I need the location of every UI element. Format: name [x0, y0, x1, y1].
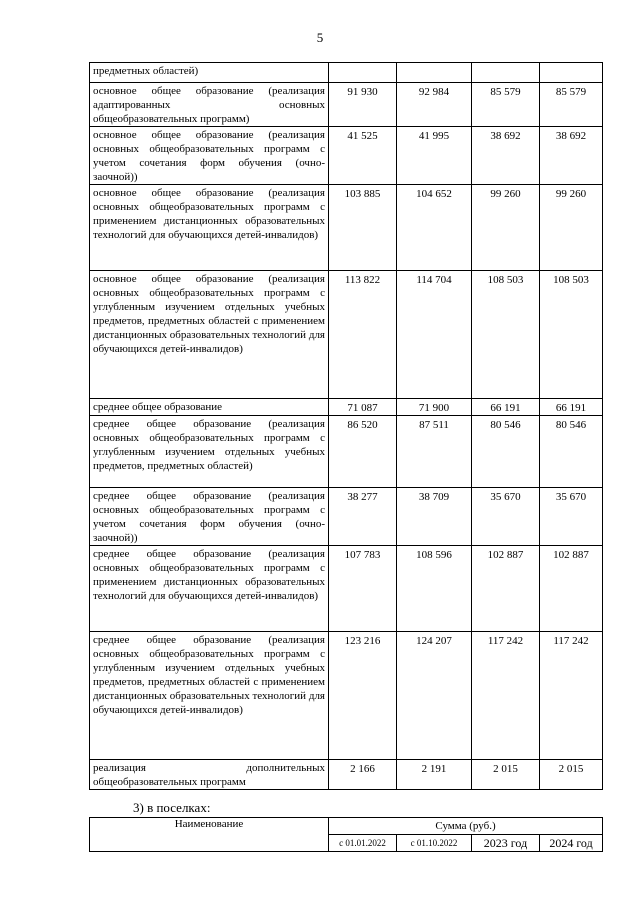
header-sum-cell: Сумма (руб.)	[329, 818, 603, 835]
row-name-cell: реализация дополнительных общеобразовательных программ	[90, 760, 329, 790]
row-value-cell: 103 885	[329, 185, 397, 271]
row-name-cell: основное общее образование (реализация основных общеобразовательных программ с учетом сочетания форм обучения (очно-заочной))	[90, 127, 329, 185]
row-value-cell: 99 260	[472, 185, 540, 271]
row-value-cell: 85 579	[540, 83, 603, 127]
row-value-cell: 38 277	[329, 488, 397, 546]
header-period-3: 2023 год	[472, 835, 540, 852]
row-name-cell: основное общее образование (реализация основных общеобразовательных программ с углубленным изучением отдельных учебных предметов, предметных областей с применением дистанционных образовательных технологий для обучающихся детей-инвалидов)	[90, 271, 329, 399]
row-value-cell: 35 670	[472, 488, 540, 546]
row-value-cell: 113 822	[329, 271, 397, 399]
row-value-cell: 41 995	[397, 127, 472, 185]
header-name-cell: Наименование	[90, 818, 329, 852]
row-name-cell: среднее общее образование	[90, 399, 329, 416]
row-value-cell: 117 242	[472, 632, 540, 760]
row-value-cell: 2 015	[540, 760, 603, 790]
header-period-2: с 01.10.2022	[397, 835, 472, 852]
row-value-cell: 117 242	[540, 632, 603, 760]
row-value-cell: 80 546	[540, 416, 603, 488]
page-number: 5	[316, 30, 324, 45]
row-value-cell: 123 216	[329, 632, 397, 760]
table-row	[90, 63, 603, 83]
row-value-cell: 108 596	[397, 546, 472, 632]
row-value-cell: 87 511	[397, 416, 472, 488]
row-value-cell: 108 503	[472, 271, 540, 399]
row-value-cell: 80 546	[472, 416, 540, 488]
header-period-1: с 01.01.2022	[329, 835, 397, 852]
table-row	[90, 83, 603, 127]
row-value-cell: 38 709	[397, 488, 472, 546]
table-row	[90, 632, 603, 760]
row-value-cell: 38 692	[540, 127, 603, 185]
row-value-cell	[397, 63, 472, 83]
row-value-cell: 102 887	[540, 546, 603, 632]
table-row	[90, 185, 603, 271]
row-name-cell: среднее общее образование (реализация основных общеобразовательных программ с применением дистанционных образовательных технологий для обучающихся детей-инвалидов)	[90, 546, 329, 632]
table-row	[90, 416, 603, 488]
table-row	[90, 127, 603, 185]
row-value-cell: 71 900	[397, 399, 472, 416]
row-value-cell: 99 260	[540, 185, 603, 271]
table-row	[90, 488, 603, 546]
row-value-cell: 71 087	[329, 399, 397, 416]
row-value-cell: 35 670	[540, 488, 603, 546]
row-name-cell: основное общее образование (реализация адаптированных основных общеобразовательных программ)	[90, 83, 329, 127]
row-value-cell	[472, 63, 540, 83]
row-value-cell: 91 930	[329, 83, 397, 127]
row-value-cell: 102 887	[472, 546, 540, 632]
section-subheading: 3) в поселках:	[133, 800, 211, 815]
row-name-cell: среднее общее образование (реализация основных общеобразовательных программ с углубленным изучением отдельных учебных предметов, предметных областей)	[90, 416, 329, 488]
row-value-cell: 2 015	[472, 760, 540, 790]
row-value-cell: 104 652	[397, 185, 472, 271]
row-value-cell: 66 191	[540, 399, 603, 416]
table-row	[90, 399, 603, 416]
row-value-cell	[540, 63, 603, 83]
next-table-header	[89, 817, 603, 852]
row-value-cell: 38 692	[472, 127, 540, 185]
row-value-cell: 108 503	[540, 271, 603, 399]
row-value-cell: 92 984	[397, 83, 472, 127]
cost-table	[89, 62, 603, 790]
table-row	[90, 760, 603, 790]
row-value-cell: 2 166	[329, 760, 397, 790]
row-name-cell: среднее общее образование (реализация основных общеобразовательных программ с учетом сочетания форм обучения (очно-заочной))	[90, 488, 329, 546]
row-value-cell: 85 579	[472, 83, 540, 127]
row-value-cell: 41 525	[329, 127, 397, 185]
table-row	[90, 271, 603, 399]
row-value-cell	[329, 63, 397, 83]
row-value-cell: 2 191	[397, 760, 472, 790]
row-name-cell: предметных областей)	[90, 63, 329, 83]
row-name-cell: основное общее образование (реализация основных общеобразовательных программ с применением дистанционных образовательных технологий для обучающихся детей-инвалидов)	[90, 185, 329, 271]
row-value-cell: 114 704	[397, 271, 472, 399]
row-name-cell: среднее общее образование (реализация основных общеобразовательных программ с углубленным изучением отдельных учебных предметов, предметных областей с применением дистанционных образовательных технологий для обучающихся детей-инвалидов)	[90, 632, 329, 760]
row-value-cell: 86 520	[329, 416, 397, 488]
row-value-cell: 66 191	[472, 399, 540, 416]
row-value-cell: 124 207	[397, 632, 472, 760]
table-row	[90, 546, 603, 632]
header-period-4: 2024 год	[540, 835, 603, 852]
row-value-cell: 107 783	[329, 546, 397, 632]
